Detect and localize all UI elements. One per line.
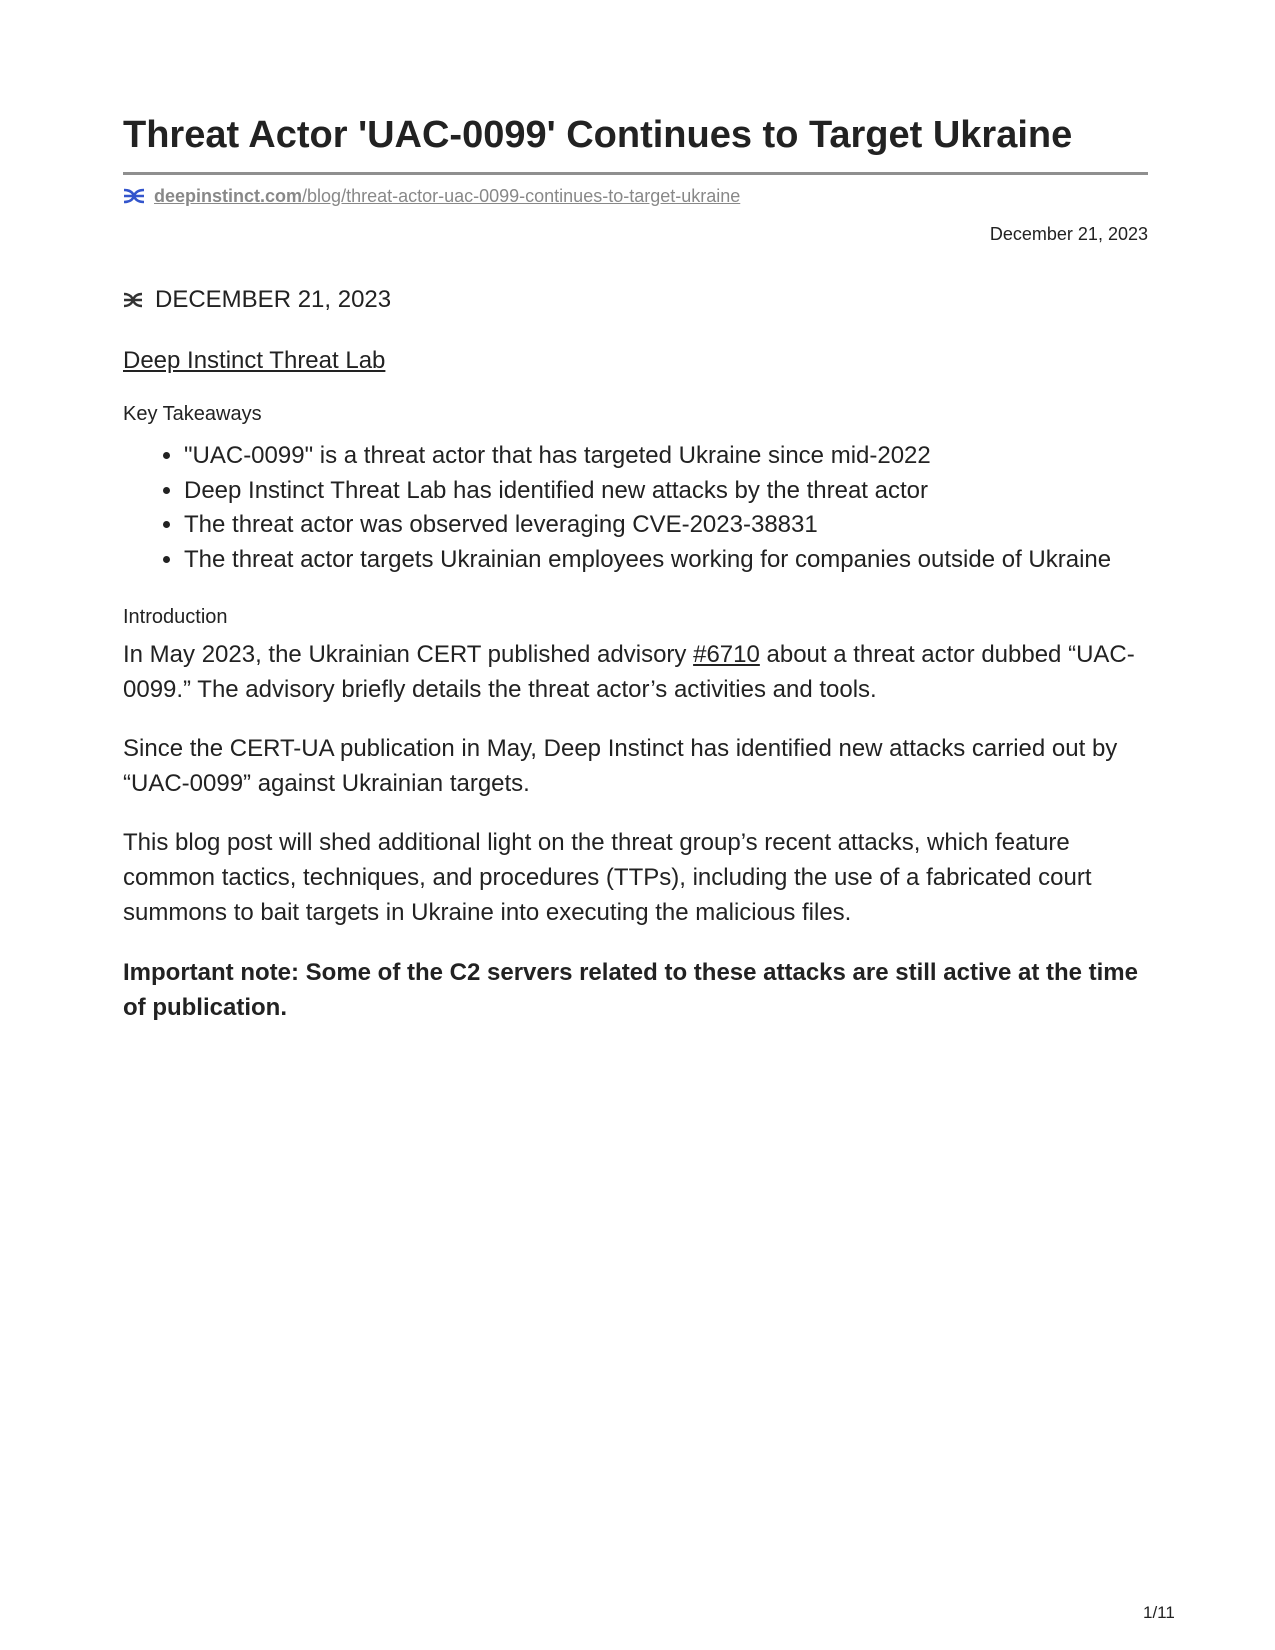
key-takeaways-heading: Key Takeaways	[123, 403, 262, 425]
introduction-heading: Introduction	[123, 606, 228, 628]
source-url[interactable]	[123, 185, 740, 207]
source-path-link[interactable]: /blog/threat-actor-uac-0099-continues-to-target-ukraine	[302, 186, 741, 206]
key-takeaways-list	[123, 439, 1111, 577]
intro-paragraph-1	[123, 637, 1148, 707]
list-item: • The threat actor targets Ukrainian employees working for companies outside of Ukraine	[184, 543, 1111, 578]
title-divider	[123, 172, 1148, 175]
calendar-logo-icon	[123, 292, 143, 308]
intro-p1-text-start: In May 2023, the Ukrainian CERT published advisory	[123, 641, 694, 668]
source-domain-link[interactable]: deepinstinct.com	[154, 186, 303, 206]
list-item: • "UAC-0099" is a threat actor that has targeted Ukraine since mid-2022	[184, 439, 1111, 474]
intro-paragraph-2: Since the CERT-UA publication in May, Deep Instinct has identified new attacks carried out by “UAC-0099” against Ukrainian targets.	[123, 735, 1118, 797]
deep-instinct-logo-icon	[123, 188, 145, 204]
list-item: • The threat actor was observed leveraging CVE-2023-38831	[184, 508, 1111, 543]
author-link[interactable]: Deep Instinct Threat Lab	[123, 347, 386, 374]
advisory-link[interactable]: #6710	[693, 641, 760, 668]
saved-date: December 21, 2023	[989, 224, 1148, 244]
article-title: Threat Actor 'UAC-0099' Continues to Target Ukraine	[123, 114, 1073, 156]
publish-date-row	[123, 286, 391, 314]
intro-p1-text-end: about a threat actor dubbed “UAC-0099.” The advisory briefly details the threat actor’s activities and tools.	[123, 641, 1135, 703]
page-number: 1/11	[1143, 1603, 1175, 1622]
important-note: Important note: Some of the C2 servers related to these attacks are still active at the time of publication.	[123, 959, 1138, 1021]
intro-paragraph-3: This blog post will shed additional light on the threat group’s recent attacks, which feature common tactics, techniques, and procedures (TTPs), including the use of a fabricated court summons to bait targets in Ukraine into executing the malicious files.	[123, 829, 1092, 926]
publish-date: DECEMBER 21, 2023	[155, 286, 392, 313]
list-item: • Deep Instinct Threat Lab has identified new attacks by the threat actor	[184, 474, 1111, 509]
